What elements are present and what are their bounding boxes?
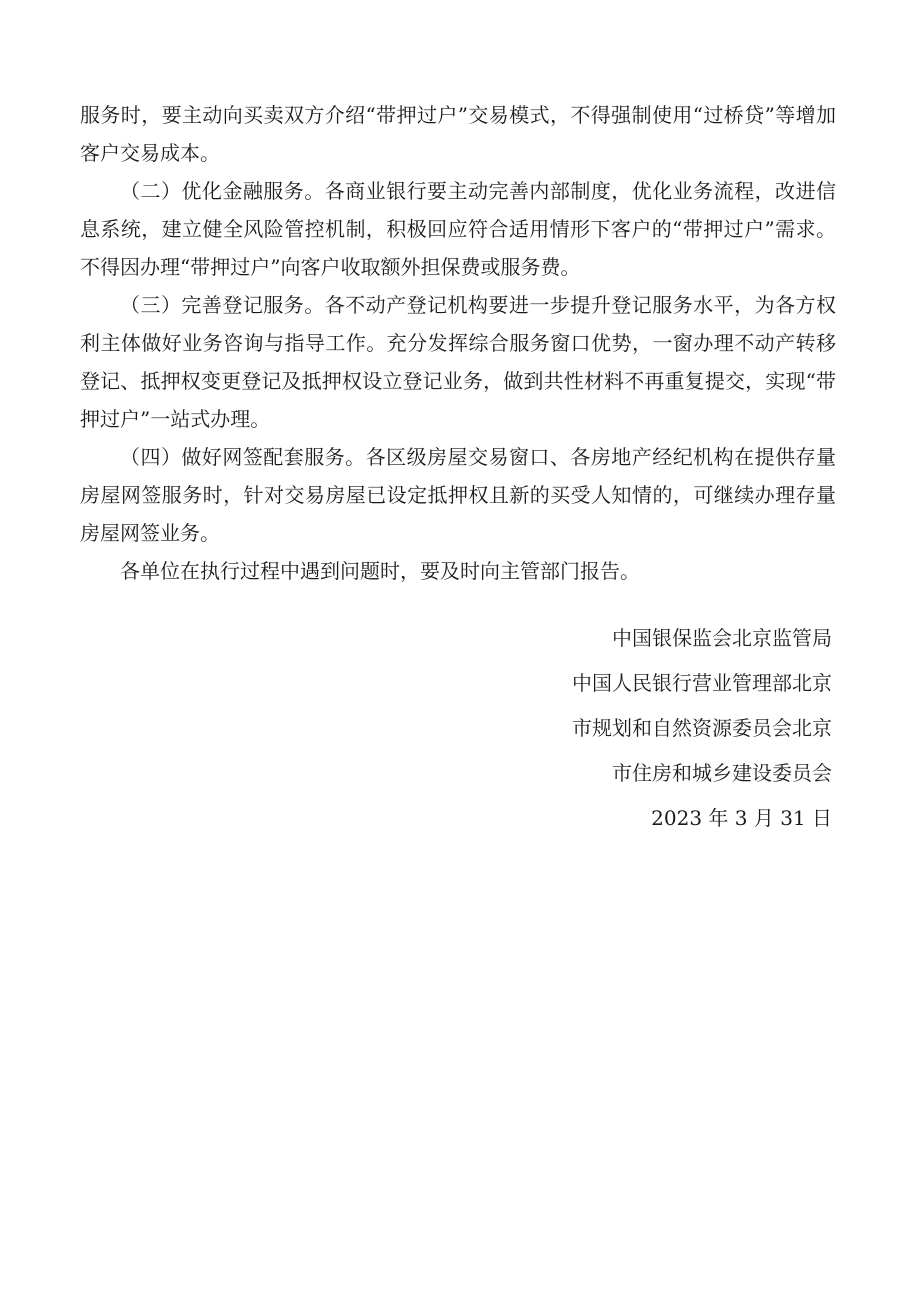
signatory-planning-natural-resources: 市规划和自然资源委员会北京 <box>572 716 832 740</box>
body-paragraph-online-signing-services: （四）做好网签配套服务。各区级房屋交易窗口、各房地产经纪机构在提供存量房屋网签服务时，针对交易房屋已设定抵押权且新的买受人知情的，可继续办理存量房屋网签业务。 <box>80 445 836 545</box>
signature-block <box>80 616 836 841</box>
signatory-housing-urban-rural: 市住房和城乡建设委员会 <box>612 761 832 785</box>
signatory-pboc-business-management: 中国人民银行营业管理部北京 <box>572 671 832 695</box>
body-paragraph-registration-services: （三）完善登记服务。各不动产登记机构要进一步提升登记服务水平，为各方权利主体做好业务咨询与指导工作。充分发挥综合服务窗口优势，一窗办理不动产转移登记、抵押权变更登记及抵押权设立登记业务，做到共性材料不再重复提交，实现“带押过户”一站式办理。 <box>80 293 836 431</box>
body-paragraph-closing-note: 各单位在执行过程中遇到问题时，要及时向主管部门报告。 <box>120 559 640 583</box>
document-date: 2023 年 3 月 31 日 <box>651 806 832 830</box>
body-paragraph-financial-services: （二）优化金融服务。各商业银行要主动完善内部制度，优化业务流程，改进信息系统，建立健全风险管控机制，积极回应符合适用情形下客户的“带押过户”需求。不得因办理“带押过户”向客户收取额外担保费或服务费。 <box>80 179 836 279</box>
document-page <box>80 96 836 841</box>
signatory-cbirc-beijing: 中国银保监会北京监管局 <box>612 626 832 650</box>
body-paragraph-continuation: 服务时，要主动向买卖双方介绍“带押过户”交易模式，不得强制使用“过桥贷”等增加客户交易成本。 <box>80 103 836 165</box>
